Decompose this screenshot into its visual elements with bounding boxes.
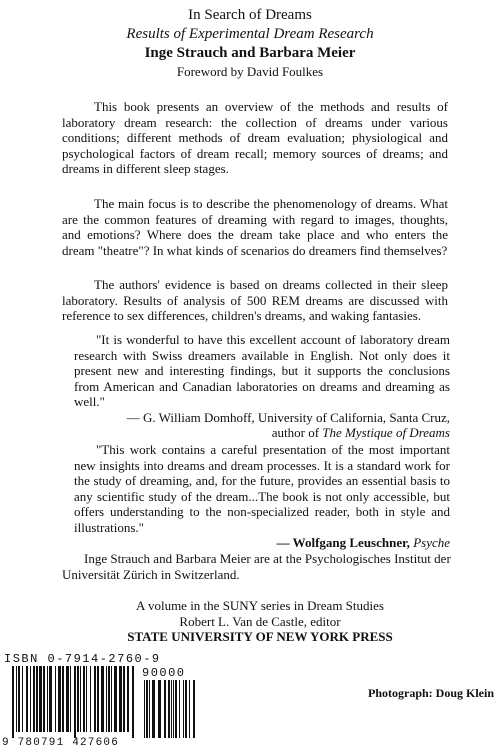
barcode-bar	[175, 680, 177, 738]
attribution-name: — Wolfgang Leuschner,	[276, 535, 414, 550]
barcode-bar	[168, 680, 170, 738]
barcode-bar	[33, 666, 35, 732]
barcode-bar	[55, 666, 56, 732]
barcode-bar	[30, 666, 31, 732]
price-code: 90000	[142, 666, 186, 680]
barcode-bar	[158, 680, 161, 738]
barcode-bar	[36, 666, 38, 732]
barcode-bar	[149, 680, 150, 738]
series-info	[90, 598, 430, 645]
barcode-bar	[62, 666, 64, 732]
barcode-bar	[119, 666, 122, 732]
review-quote-2	[74, 442, 450, 551]
barcode-bar	[152, 680, 155, 738]
barcode-bar	[16, 666, 17, 732]
barcode-bar	[179, 680, 180, 738]
photo-credit: Photograph: Doug Klein	[368, 686, 495, 700]
barcode-bar	[106, 666, 107, 732]
barcode-bar	[70, 666, 71, 732]
barcode-bar	[111, 666, 112, 732]
barcode-bars	[2, 666, 202, 738]
barcode-bar	[132, 666, 134, 738]
barcode-bar	[185, 680, 187, 738]
paragraph-text: The main focus is to describe the phenomenology of dreams. What are the common features of dreaming with regard to images, thoughts, and emotions? Where does the dream take place and who enters the dream "theatre"? In what kinds of scenarios do dreamers find themselves?	[62, 196, 448, 258]
barcode-bar	[164, 680, 166, 738]
quote-text: "It is wonderful to have this excellent account of laboratory dream research with Swiss dreamers available in English. Not only does it present new and interesting findings, but it supports the conclusions from American and Canadian laboratories on dreams and dreaming as well."	[74, 332, 450, 409]
barcode-bar	[144, 680, 145, 738]
paragraph-text: The authors' evidence is based on dreams collected in their sleep laboratory. Results of analysis of 500 REM dreams are discussed with reference to sex differences, children's dreams, and waking fantasies.	[62, 277, 448, 323]
barcode-bar	[58, 666, 61, 732]
series-editor: Robert L. Van de Castle, editor	[179, 613, 341, 629]
barcode-bar	[86, 666, 87, 732]
barcode-bar	[127, 666, 129, 732]
barcode-bar	[114, 666, 117, 732]
barcode-bar	[43, 666, 45, 732]
barcode-bar	[83, 666, 85, 732]
barcode-bar	[47, 666, 48, 732]
publisher-name: STATE UNIVERSITY OF NEW YORK PRESS	[127, 629, 393, 644]
barcode-bar	[173, 680, 174, 738]
barcode-bar	[66, 666, 69, 732]
barcode-bar	[74, 666, 76, 738]
barcode-bar	[193, 680, 195, 738]
barcode-bar	[97, 666, 99, 732]
review-quote-1	[74, 332, 450, 441]
barcode-bar	[22, 666, 23, 732]
barcode-bar	[90, 666, 91, 732]
barcode-bar	[171, 680, 172, 738]
quote-attribution	[74, 535, 450, 551]
attribution-line	[74, 425, 450, 441]
author-location	[62, 551, 452, 582]
title-block	[40, 6, 460, 80]
barcode-bar	[189, 680, 190, 738]
barcode-bar	[26, 666, 28, 732]
barcode-bar	[49, 666, 52, 732]
description-paragraph-3	[62, 277, 448, 324]
ean-number: 9 780791 427606	[2, 737, 120, 749]
description-paragraph-1	[62, 99, 448, 177]
location-text: Inge Strauch and Barbara Meier are at the Psychologisches Institut der Universität Zürich in Switzerland.	[62, 551, 451, 582]
attribution-prefix: author of	[271, 425, 323, 440]
isbn-label: ISBN 0-7914-2760-9	[4, 652, 161, 666]
quote-text: "This work contains a careful presentation of the most important new insights into dreams and dream processes. It is a standard work for the study of dreaming, and, for the future, provides an essential basis to any scientific study of the dream...The book is not only accessible, but offers understanding to the non-specialized reader, both in style and illustrations."	[74, 442, 450, 535]
book-title: In Search of Dreams	[188, 7, 312, 23]
book-authors: Inge Strauch and Barbara Meier	[144, 45, 356, 61]
barcode-bar	[108, 666, 110, 732]
barcode-bar	[183, 680, 184, 738]
attribution-book-title: The Mystique of Dreams	[322, 425, 450, 440]
quote-attribution	[74, 410, 450, 441]
foreword-credit: Foreword by David Foulkes	[176, 64, 324, 79]
barcode-bar	[77, 666, 79, 732]
paragraph-text: This book presents an overview of the methods and results of laboratory dream research: the collection of dreams under various conditions; different methods of dream evaluation; physiological and psychological factors of dream recall; memory sources of dreams; and dreams in different sleep stages.	[62, 99, 448, 176]
barcode-bar	[123, 666, 125, 732]
barcode-bar	[18, 666, 20, 732]
description-paragraph-2	[62, 196, 448, 258]
barcode-bar	[94, 666, 96, 732]
barcode-bar	[12, 666, 14, 738]
barcode	[2, 652, 202, 749]
book-subtitle: Results of Experimental Dream Research	[126, 26, 374, 42]
attribution-line: — G. William Domhoff, University of California, Santa Cruz,	[126, 409, 450, 425]
attribution-publication: Psyche	[413, 535, 450, 550]
barcode-bar	[146, 680, 148, 738]
barcode-bar	[39, 666, 42, 732]
series-line: A volume in the SUNY series in Dream Studies	[136, 598, 384, 613]
barcode-bar	[80, 666, 81, 732]
barcode-bar	[101, 666, 104, 732]
